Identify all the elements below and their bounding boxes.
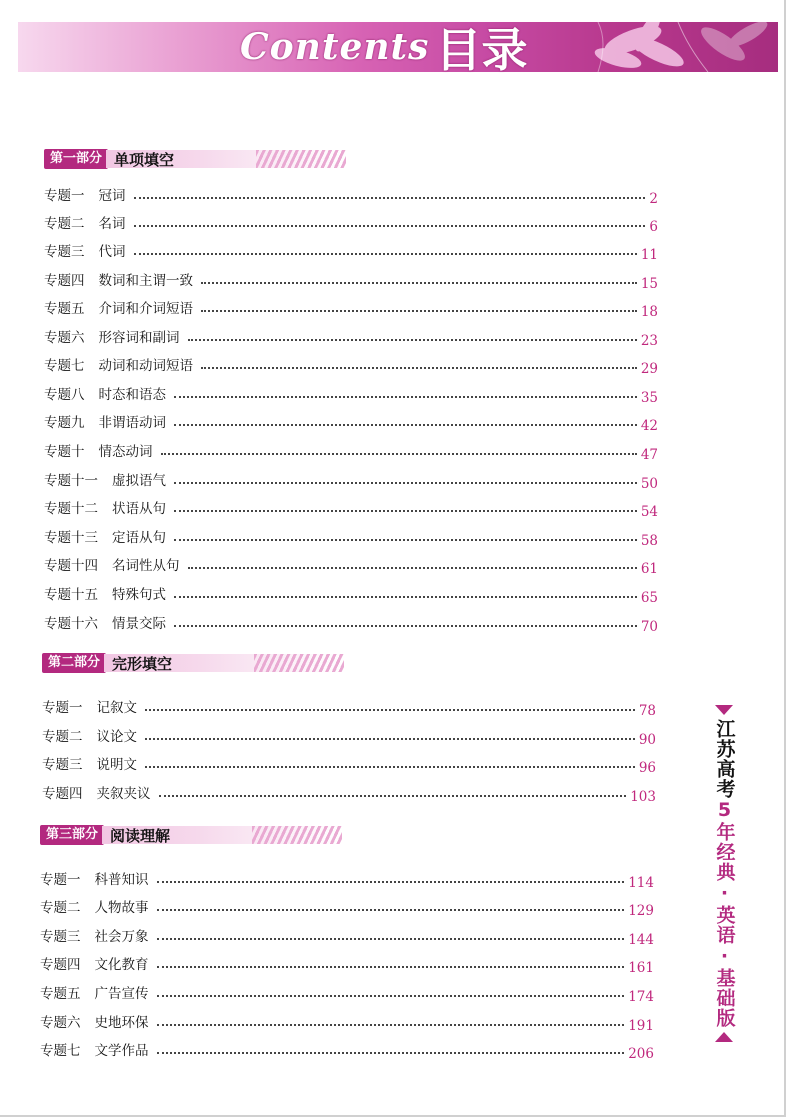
topic-number: 专题二 <box>40 900 81 916</box>
topic-name: 定语从句 <box>112 530 166 546</box>
toc-entry[interactable] <box>42 725 656 748</box>
toc-entry[interactable] <box>44 554 658 577</box>
toc-entry[interactable] <box>40 1011 654 1034</box>
topic-name: 说明文 <box>96 757 137 773</box>
topic-name: 名词 <box>98 216 126 232</box>
toc-entry[interactable] <box>44 269 658 292</box>
topic-name: 动词和动词短语 <box>98 358 193 374</box>
dot-leader <box>145 766 635 768</box>
topic-number: 专题六 <box>40 1015 81 1031</box>
dot-leader <box>134 197 646 199</box>
section-header-part1 <box>44 148 346 170</box>
page-number: 191 <box>628 1018 654 1034</box>
page-title <box>240 21 540 77</box>
toc-entry[interactable] <box>40 896 654 919</box>
toc-entry[interactable] <box>40 982 654 1005</box>
title-chinese: 目录 <box>435 23 528 77</box>
topic-number: 专题一 <box>42 700 83 716</box>
topic-name: 代词 <box>98 244 126 260</box>
topic-number: 专题十 <box>44 444 85 460</box>
toc-entry[interactable] <box>40 1039 654 1062</box>
page-number: 6 <box>649 219 658 235</box>
toc-entry[interactable] <box>40 868 654 891</box>
topic-number: 专题十六 <box>44 616 98 632</box>
dot-leader <box>157 881 625 883</box>
page-number: 15 <box>640 276 658 292</box>
toc-entry[interactable] <box>44 184 658 207</box>
page-number: 161 <box>628 960 654 976</box>
page-number: 96 <box>638 760 656 776</box>
side-tab-text <box>715 719 734 1028</box>
topic-name: 虚拟语气 <box>112 473 166 489</box>
title-english: Contents <box>240 26 430 68</box>
topic-name: 文学作品 <box>94 1043 149 1059</box>
topic-number: 专题一 <box>40 872 81 888</box>
dot-leader <box>157 938 625 940</box>
topic-number: 专题五 <box>44 301 85 317</box>
topic-number: 专题十五 <box>44 587 98 603</box>
topic-number: 专题一 <box>44 188 85 204</box>
arrow-down-icon <box>715 705 733 715</box>
page-number: 18 <box>640 304 658 320</box>
page-number: 206 <box>628 1046 654 1062</box>
toc-entry[interactable] <box>44 497 658 520</box>
toc-entry[interactable] <box>44 240 658 263</box>
dot-leader <box>157 1052 625 1054</box>
topic-name: 冠词 <box>98 188 126 204</box>
page-number: 29 <box>640 361 658 377</box>
dot-leader <box>157 1024 625 1026</box>
dot-leader <box>174 510 637 512</box>
topic-number: 专题三 <box>40 929 81 945</box>
topic-number: 专题七 <box>44 358 85 374</box>
section-band <box>102 826 342 844</box>
dot-leader <box>134 253 637 255</box>
topic-name: 数词和主谓一致 <box>98 273 193 289</box>
side-tab-part2: 5年经典·英语·基础版 <box>713 799 736 1028</box>
topic-number: 专题八 <box>44 387 85 403</box>
page-number: 35 <box>640 390 658 406</box>
page-number: 129 <box>628 903 654 919</box>
section-title: 阅读理解 <box>110 826 171 845</box>
topic-name: 介词和介词短语 <box>98 301 193 317</box>
section-title: 单项填空 <box>114 150 175 169</box>
toc-entry[interactable] <box>44 212 658 235</box>
page-number: 70 <box>640 619 658 635</box>
dot-leader <box>134 225 646 227</box>
section-tag: 第一部分 <box>44 149 108 169</box>
section-title: 完形填空 <box>112 654 173 673</box>
topic-name: 情景交际 <box>112 616 166 632</box>
topic-name: 夹叙夹议 <box>96 786 151 802</box>
topic-name: 特殊句式 <box>112 587 166 603</box>
toc-entry[interactable] <box>42 782 656 805</box>
dot-leader <box>174 424 637 426</box>
toc-entry[interactable] <box>44 469 658 492</box>
toc-entry[interactable] <box>44 526 658 549</box>
toc-entry[interactable] <box>44 297 658 320</box>
toc-entry[interactable] <box>40 925 654 948</box>
side-tab-part1: 江苏高考 <box>713 719 736 799</box>
dot-leader <box>188 339 637 341</box>
topic-name: 形容词和副词 <box>98 330 180 346</box>
page-number: 54 <box>640 504 658 520</box>
topic-number: 专题二 <box>42 729 83 745</box>
topic-number: 专题六 <box>44 330 85 346</box>
dot-leader <box>157 966 625 968</box>
toc-entry[interactable] <box>44 612 658 635</box>
toc-entry[interactable] <box>42 753 656 776</box>
topic-number: 专题四 <box>40 957 81 973</box>
dot-leader <box>201 367 637 369</box>
topic-number: 专题九 <box>44 415 85 431</box>
topic-name: 议论文 <box>96 729 137 745</box>
topic-number: 专题十二 <box>44 501 98 517</box>
page-number: 50 <box>640 476 658 492</box>
toc-entry[interactable] <box>44 354 658 377</box>
section-band <box>106 150 346 168</box>
dot-leader <box>174 396 637 398</box>
dot-leader <box>201 282 637 284</box>
page-number: 90 <box>638 732 656 748</box>
section-header-part3 <box>40 824 342 846</box>
toc-entry[interactable] <box>44 326 658 349</box>
dot-leader <box>157 995 625 997</box>
dot-leader <box>174 482 637 484</box>
flower-decoration-icon <box>538 22 778 72</box>
topic-name: 非谓语动词 <box>98 415 166 431</box>
dot-leader <box>145 738 635 740</box>
dot-leader <box>145 709 635 711</box>
topic-name: 社会万象 <box>94 929 149 945</box>
topic-number: 专题二 <box>44 216 85 232</box>
section-tag: 第二部分 <box>42 653 106 673</box>
dot-leader <box>157 909 625 911</box>
topic-name: 人物故事 <box>94 900 149 916</box>
page-number: 23 <box>640 333 658 349</box>
toc-entry[interactable] <box>44 411 658 434</box>
topic-name: 情态动词 <box>98 444 153 460</box>
topic-name: 记叙文 <box>96 700 137 716</box>
page-number: 47 <box>640 447 658 463</box>
toc-entry[interactable] <box>44 440 658 463</box>
page-number: 78 <box>638 703 656 719</box>
topic-name: 广告宣传 <box>94 986 149 1002</box>
topic-number: 专题十四 <box>44 558 98 574</box>
page-number: 114 <box>628 875 654 891</box>
topic-number: 专题三 <box>44 244 85 260</box>
section-band <box>104 654 344 672</box>
toc-entry[interactable] <box>40 953 654 976</box>
topic-number: 专题三 <box>42 757 83 773</box>
topic-name: 文化教育 <box>94 957 149 973</box>
topic-number: 专题十一 <box>44 473 98 489</box>
page-number: 58 <box>640 533 658 549</box>
dot-leader <box>174 539 637 541</box>
toc-entry[interactable] <box>42 696 656 719</box>
page-number: 65 <box>640 590 658 606</box>
topic-number: 专题五 <box>40 986 81 1002</box>
topic-name: 科普知识 <box>94 872 149 888</box>
toc-entry[interactable] <box>44 383 658 406</box>
topic-name: 史地环保 <box>94 1015 149 1031</box>
dot-leader <box>201 310 637 312</box>
page-number: 103 <box>630 789 656 805</box>
page-number: 11 <box>640 247 658 263</box>
topic-number: 专题四 <box>44 273 85 289</box>
toc-entry[interactable] <box>44 583 658 606</box>
dot-leader <box>161 453 637 455</box>
dot-leader <box>174 596 637 598</box>
dot-leader <box>188 567 637 569</box>
topic-name: 时态和语态 <box>98 387 166 403</box>
topic-number: 专题四 <box>42 786 83 802</box>
page-number: 61 <box>640 561 658 577</box>
section-tag: 第三部分 <box>40 825 104 845</box>
topic-number: 专题七 <box>40 1043 81 1059</box>
section-header-part2 <box>42 652 344 674</box>
dot-leader <box>174 625 637 627</box>
page-number: 174 <box>628 989 654 1005</box>
arrow-up-icon <box>715 1032 733 1042</box>
side-tab <box>704 705 744 1095</box>
topic-name: 名词性从句 <box>112 558 180 574</box>
topic-number: 专题十三 <box>44 530 98 546</box>
page-number: 2 <box>649 191 658 207</box>
topic-name: 状语从句 <box>112 501 166 517</box>
page-number: 144 <box>628 932 654 948</box>
dot-leader <box>159 795 627 797</box>
page-number: 42 <box>640 418 658 434</box>
